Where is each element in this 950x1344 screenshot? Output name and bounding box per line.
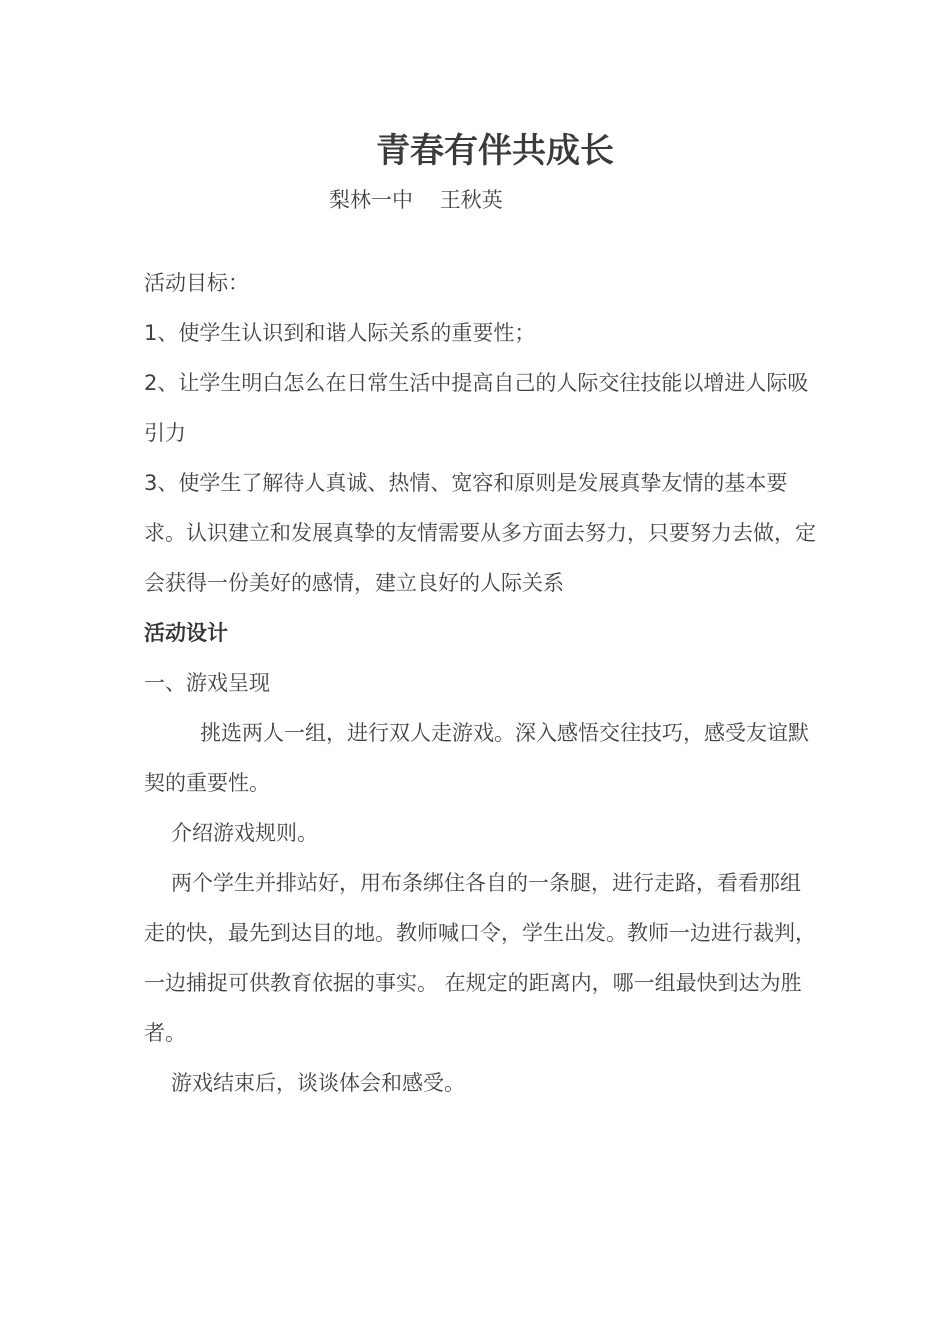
goal-heading: 活动目标： (144, 271, 249, 295)
goal-item-1: 1、使学生认识到和谐人际关系的重要性； (144, 321, 536, 345)
document-body (144, 258, 820, 1108)
after-game-paragraph: 游戏结束后，谈谈体会和感受。 (171, 1071, 465, 1095)
goal-item-3: 3、使学生了解待人真诚、热情、宽容和原则是发展真挚友情的基本要求。认识建立和发展真挚的友情需要从多方面去努力，只要努力去做，定会获得一份美好的感情，建立良好的人际关系 (144, 471, 816, 595)
rules-intro-paragraph: 介绍游戏规则。 (171, 821, 318, 845)
author-line: 梨林一中 王秋英 (329, 188, 503, 212)
rules-detail-paragraph: 两个学生并排站好，用布条绑住各自的一条腿，进行走路，看看那组走的快，最先到达目的地。教师喊口令，学生出发。教师一边进行裁判，一边捕捉可供教育依据的事实。 在规定的距离内，哪一组最快到达为胜者。 (144, 871, 816, 1045)
goal-item-2: 2、让学生明白怎么在日常生活中提高自己的人际交往技能以增进人际吸引力 (144, 371, 809, 445)
section-heading-game: 一、游戏呈现 (144, 671, 270, 695)
document-title: 青春有伴共成长 (376, 131, 614, 171)
game-intro-paragraph: 挑选两人一组，进行双人走游戏。深入感悟交往技巧，感受友谊默契的重要性。 (144, 721, 809, 795)
design-heading: 活动设计 (144, 621, 228, 645)
